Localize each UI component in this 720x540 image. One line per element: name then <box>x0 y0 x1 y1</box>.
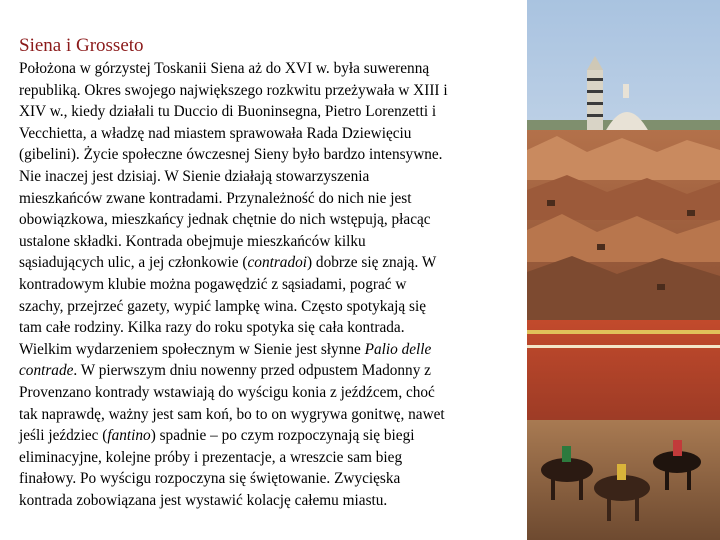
text-run: kontrada zobowiązana jest wystawić kolację całemu miastu. <box>19 491 388 509</box>
text-run: kontradowym klubie można pogawędzić z sąsiadami, pograć w <box>19 275 407 293</box>
text-run: XIV w., kiedy działali tu Duccio di Buoninsegna, Pietro Lorenzetti i <box>19 103 437 121</box>
palio-race-photo <box>527 320 720 540</box>
text-run: finałowy. Po wyścigu rozpoczyna się świętowanie. Zwycięska <box>19 470 401 488</box>
paragraph-line <box>19 296 526 318</box>
paragraph-line <box>19 58 526 80</box>
italic-term: fantino <box>107 427 151 445</box>
text-run: Nie inaczej jest dzisiaj. W Sienie działają stowarzyszenia <box>19 167 370 185</box>
italic-term: contrade <box>19 362 74 380</box>
paragraph-line <box>19 490 526 512</box>
paragraph-line <box>19 404 526 426</box>
text-run: szachy, przejrzeć gazety, wypić lampkę wina. Często spotykają się <box>19 297 427 315</box>
text-run: eliminacyjne, kolejne próby i prezentacje, a wreszcie sam bieg <box>19 448 403 466</box>
text-run: (gibelini). Życie społeczne ówczesnej Sieny było bardzo intensywne. <box>19 146 443 164</box>
paragraph-line <box>19 339 526 361</box>
text-run: Provenzano kontrady wstawiają do wyścigu konia z jeźdźcem, choć <box>19 383 435 401</box>
text-run: sąsiadujących ulic, a jej członkowie ( <box>19 254 248 272</box>
paragraph-line <box>19 80 526 102</box>
siena-skyline-photo <box>527 0 720 320</box>
paragraph-line <box>19 144 526 166</box>
paragraph-line <box>19 382 526 404</box>
paragraph-line <box>19 360 526 382</box>
body-paragraph <box>19 58 526 511</box>
slide-title: Siena i Grosseto <box>19 35 144 56</box>
text-run: ustalone składki. Kontrada obejmuje mieszkańców kilku <box>19 232 366 250</box>
paragraph-line <box>19 209 526 231</box>
text-run: obowiązkowa, mieszkańcy jednak chętnie do nich wstępują, płacąc <box>19 211 431 229</box>
photo-strip <box>527 0 720 540</box>
paragraph-line <box>19 274 526 296</box>
paragraph-line <box>19 231 526 253</box>
paragraph-line <box>19 468 526 490</box>
text-run: tam całe rodziny. Kilka razy do roku spotyka się cała kontrada. <box>19 319 405 337</box>
photo-strip-graphic <box>527 0 720 540</box>
text-run: Vecchietta, a władzę nad miastem sprawowała Rada Dziewięciu <box>19 124 412 142</box>
text-run: . W pierwszym dniu nowenny przed odpustem Madonny z <box>73 362 431 380</box>
paragraph-line <box>19 166 526 188</box>
italic-term: contradoi <box>247 254 308 272</box>
paragraph-line <box>19 447 526 469</box>
paragraph-line <box>19 188 526 210</box>
text-run: Wielkim wydarzeniem społecznym w Sienie jest słynne <box>19 340 365 358</box>
paragraph-line <box>19 252 526 274</box>
italic-term: Palio delle <box>364 340 432 358</box>
text-run: republiką. Okres swojego największego rozkwitu przeżywała w XIII i <box>19 81 448 99</box>
text-run: mieszkańców zwane kontradami. Przynależność do nich nie jest <box>19 189 412 207</box>
paragraph-line <box>19 317 526 339</box>
text-run: Położona w górzystej Toskanii Siena aż do XVI w. była suwerenną <box>19 60 430 77</box>
text-run: ) spadnie – po czym rozpoczynają się biegi <box>150 427 415 445</box>
text-run: ) dobrze się znają. W <box>307 254 437 272</box>
paragraph-line <box>19 425 526 447</box>
paragraph-line <box>19 101 526 123</box>
paragraph-line <box>19 123 526 145</box>
text-run: jeśli jeździec ( <box>19 427 108 445</box>
text-run: tak naprawdę, ważny jest sam koń, bo to on wygrywa gonitwę, nawet <box>19 405 445 423</box>
